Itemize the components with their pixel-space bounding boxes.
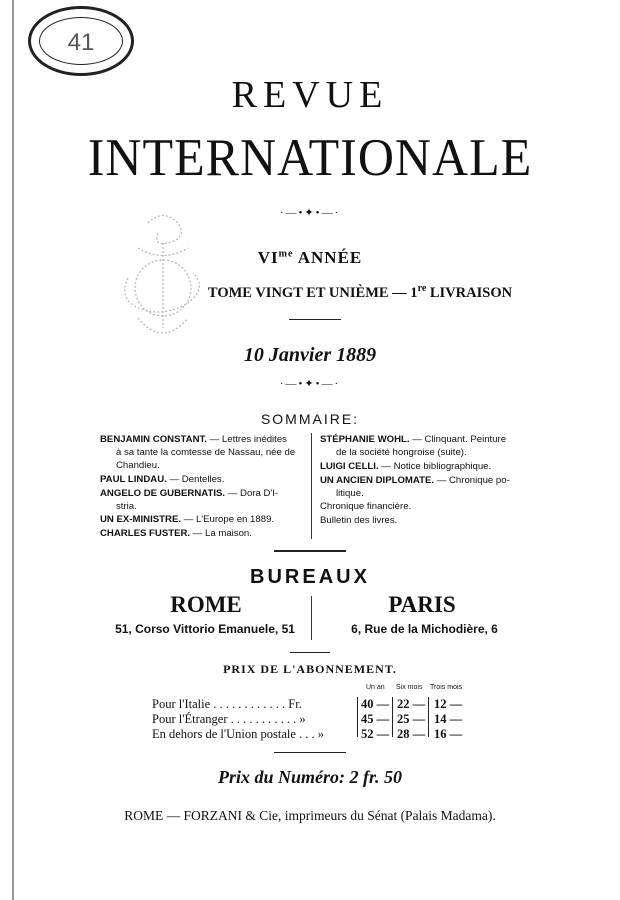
entry-text: — Dora D'I- <box>225 487 279 499</box>
column-header-un-an: Un an <box>366 684 385 691</box>
sommaire-left-column <box>100 433 306 541</box>
price-un-an: 40 — <box>361 697 390 711</box>
entry-author: LUIGI CELLI. <box>320 460 379 472</box>
price-six-mois: 22 — <box>397 697 426 711</box>
prix-du-numero: Prix du Numéro: 2 fr. 50 <box>217 767 403 787</box>
ornament-divider: ·—•✦•—· <box>279 207 341 219</box>
annee-word: ANNÉE <box>297 248 363 267</box>
sommaire-entry <box>100 513 306 526</box>
price-six-mois: 28 — <box>397 727 426 741</box>
sommaire-title: SOMMAIRE: <box>260 411 360 427</box>
entry-text: Bulletin des livres. <box>320 515 398 527</box>
journal-title-internationale: INTERNATIONALE <box>87 127 533 187</box>
sommaire-entry <box>100 473 306 486</box>
library-stamp <box>28 6 134 76</box>
entry-author: UN EX-MINISTRE. <box>100 514 182 526</box>
sommaire-entry <box>320 474 532 500</box>
price-row-italie <box>152 697 492 713</box>
sommaire-right-column <box>320 433 532 528</box>
annee-superscript: me <box>278 248 294 260</box>
entry-author: CHARLES FUSTER. <box>100 528 191 540</box>
entry-text: Chronique financière. <box>320 501 412 513</box>
entry-author: ANGELO DE GUBERNATIS. <box>100 487 226 499</box>
price-trois-mois: 16 — <box>434 727 463 741</box>
journal-title-revue: REVUE <box>231 74 389 116</box>
rule-short-2 <box>274 550 346 552</box>
column-header-six-mois: Six mois <box>396 684 423 691</box>
tome-livraison: LIVRAISON <box>429 284 513 301</box>
sommaire-entry <box>320 514 532 527</box>
price-row-hors-union <box>152 727 492 743</box>
rome-address: 51, Corso Vittorio Emanuele, 51 <box>115 622 295 636</box>
sommaire-entry <box>320 433 532 459</box>
entry-continuation: litique. <box>336 487 364 499</box>
tome-line <box>120 283 600 302</box>
entry-author: PAUL LINDAU. <box>100 473 167 485</box>
sommaire-entry <box>320 500 532 513</box>
price-row-etranger <box>152 712 492 728</box>
entry-text: — Clinquant. Peinture <box>409 434 507 445</box>
tome-text: TOME VINGT ET UNIÈME — 1 <box>207 284 418 301</box>
entry-text: — Notice bibliographique. <box>378 460 492 472</box>
entry-text: — Lettres inédites <box>206 434 287 445</box>
issue-date: 10 Janvier 1889 <box>243 344 377 366</box>
sommaire-entry <box>320 460 532 473</box>
entry-text: — Dentelles. <box>166 473 225 485</box>
sommaire-column-divider <box>311 433 312 539</box>
abonnement-title: PRIX DE L'ABONNEMENT. <box>223 662 397 676</box>
price-un-an: 52 — <box>361 727 390 741</box>
rule-short-4 <box>274 752 346 753</box>
ornament-divider-2: ·—•✦•—· <box>279 378 341 390</box>
stamp-number: 41 <box>67 29 95 56</box>
entry-author: STÉPHANIE WOHL. <box>320 434 410 445</box>
bureaux-title: BUREAUX <box>250 566 370 588</box>
rule-short-1 <box>289 319 341 320</box>
imprimeur-line: ROME — FORZANI & Cie, imprimeurs du Sénat (Palais Madama). <box>124 808 496 823</box>
price-six-mois: 25 — <box>397 712 426 726</box>
annee-line <box>0 248 620 268</box>
price-row-label: En dehors de l'Union postale . . . » <box>152 727 325 741</box>
entry-author: UN ANCIEN DIPLOMATE. <box>320 474 435 486</box>
sommaire-entry <box>100 487 306 513</box>
entry-text: — Chronique po- <box>434 474 510 486</box>
entry-author: BENJAMIN CONSTANT. <box>100 434 207 445</box>
paris-address: 6, Rue de la Michodière, 6 <box>351 622 498 636</box>
paris-city: PARIS <box>388 592 456 617</box>
entry-continuation: à sa tante la comtesse de Nassau, née de Chandieu. <box>116 447 296 471</box>
annee-number: VI <box>257 248 279 267</box>
price-row-label: Pour l'Italie . . . . . . . . . . . . Fr. <box>152 697 302 711</box>
entry-text: — L'Europe en 1889. <box>181 514 275 526</box>
price-trois-mois: 14 — <box>434 712 463 726</box>
price-row-label: Pour l'Étranger . . . . . . . . . . . » <box>152 712 306 726</box>
rome-city: ROME <box>170 592 242 617</box>
entry-continuation: de la société hongroise (suite). <box>336 447 467 458</box>
rule-short-3 <box>290 652 330 653</box>
entry-continuation: stria. <box>116 500 137 512</box>
tome-superscript: re <box>417 283 427 294</box>
price-trois-mois: 12 — <box>434 697 463 711</box>
sommaire-entry <box>100 527 306 540</box>
sommaire-entry <box>100 433 306 472</box>
price-un-an: 45 — <box>361 712 390 726</box>
column-header-trois-mois: Trois mois <box>430 684 463 691</box>
entry-text: — La maison. <box>190 528 252 540</box>
